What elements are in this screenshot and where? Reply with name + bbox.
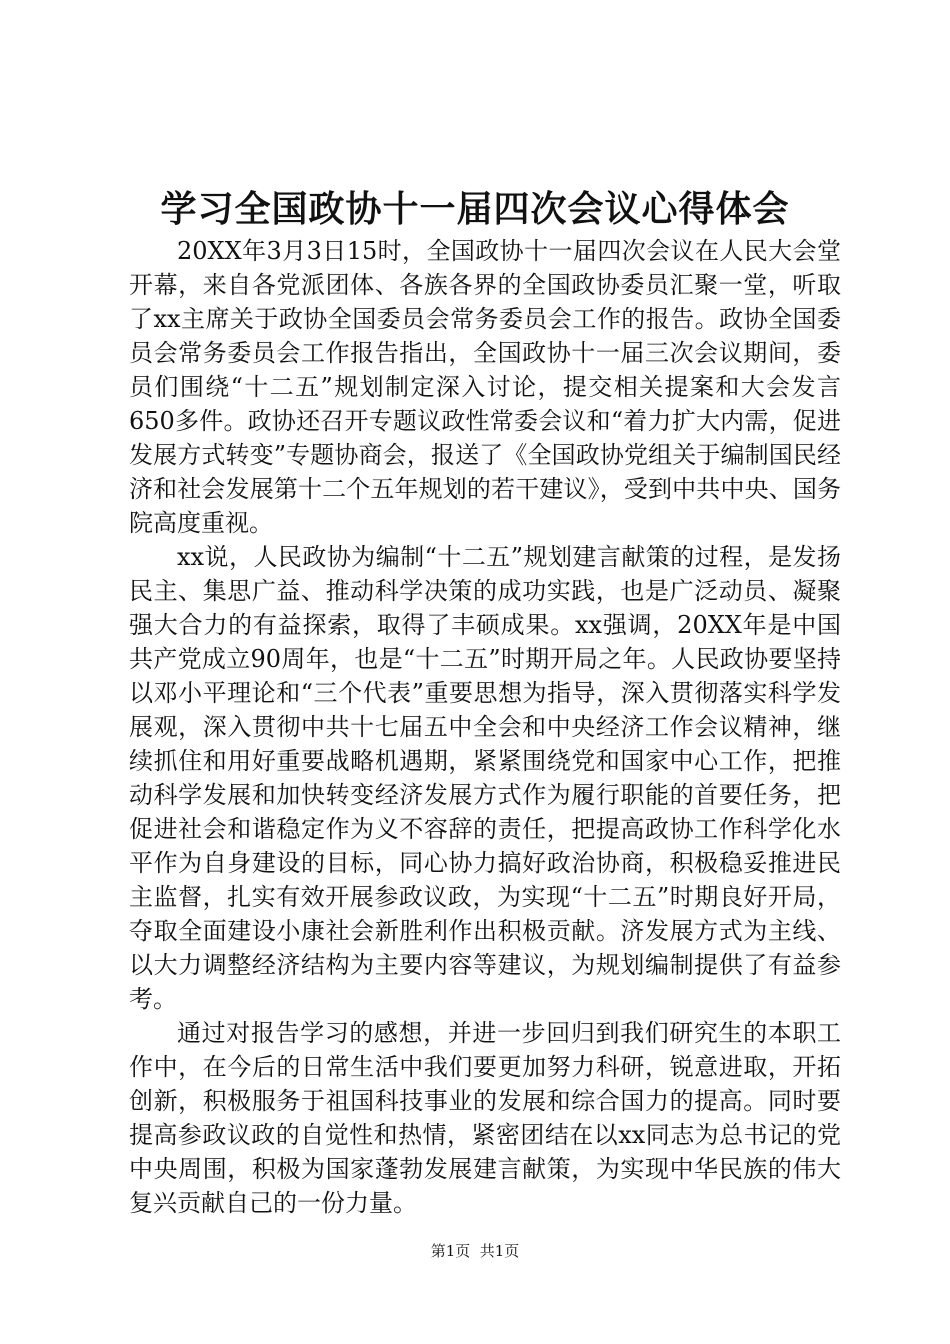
paragraph-3: 通过对报告学习的感想，并进一步回归到我们研究生的本职工作中，在今后的日常生活中我们要更加努力科研，锐意进取，开拓创新，积极服务于祖国科技事业的发展和综合国力的提高。同时要提高参政议政的自觉性和热情，紧密团结在以xx同志为总书记的党中央周围，积极为国家蓬勃发展建言献策，为实现中华民族的伟大复兴贡献自己的一份力量。 (129, 1019, 841, 1217)
document-body (129, 234, 841, 1220)
paragraph-2: xx说，人民政协为编制“十二五”规划建言献策的过程，是发扬民主、集思广益、推动科学决策的成功实践，也是广泛动员、凝聚强大合力的有益探索，取得了丰硕成果。xx强调，20XX年是中国共产党成立90周年，也是“十二五”时期开局之年。人民政协要坚持以邓小平理论和“三个代表”重要思想为指导，深入贯彻落实科学发展观，深入贯彻中共十七届五中全会和中央经济工作会议精神，继续抓住和用好重要战略机遇期，紧紧围绕党和国家中心工作，把推动科学发展和加快转变经济发展方式作为履行职能的首要任务，把促进社会和谐稳定作为义不容辞的责任，把提高政协工作科学化水平作为自身建设的目标，同心协力搞好政治协商，积极稳妥推进民主监督，扎实有效开展参政议政，为实现“十二五”时期良好开局，夺取全面建设小康社会新胜利作出积极贡献。济发展方式为主线、以大力调整经济结构为主要内容等建议，为规划编制提供了有益参考。 (129, 543, 841, 1013)
paragraph-1: 20XX年3月3日15时，全国政协十一届四次会议在人民大会堂开幕，来自各党派团体、各族各界的全国政协委员汇聚一堂，听取了xx主席关于政协全国委员会常务委员会工作的报告。政协全国委员会常务委员会工作报告指出，全国政协十一届三次会议期间，委员们围绕“十二五”规划制定深入讨论，提交相关提案和大会发言650多件。政协还召开专题议政性常委会议和“着力扩大内需，促进发展方式转变”专题协商会，报送了《全国政协党组关于编制国民经济和社会发展第十二个五年规划的若干建议》，受到中共中央、国务院高度重视。 (129, 237, 841, 537)
page-number-footer: 第1页 共1页 (430, 1242, 520, 1260)
page-title: 学习全国政协十一届四次会议心得体会 (160, 188, 790, 230)
